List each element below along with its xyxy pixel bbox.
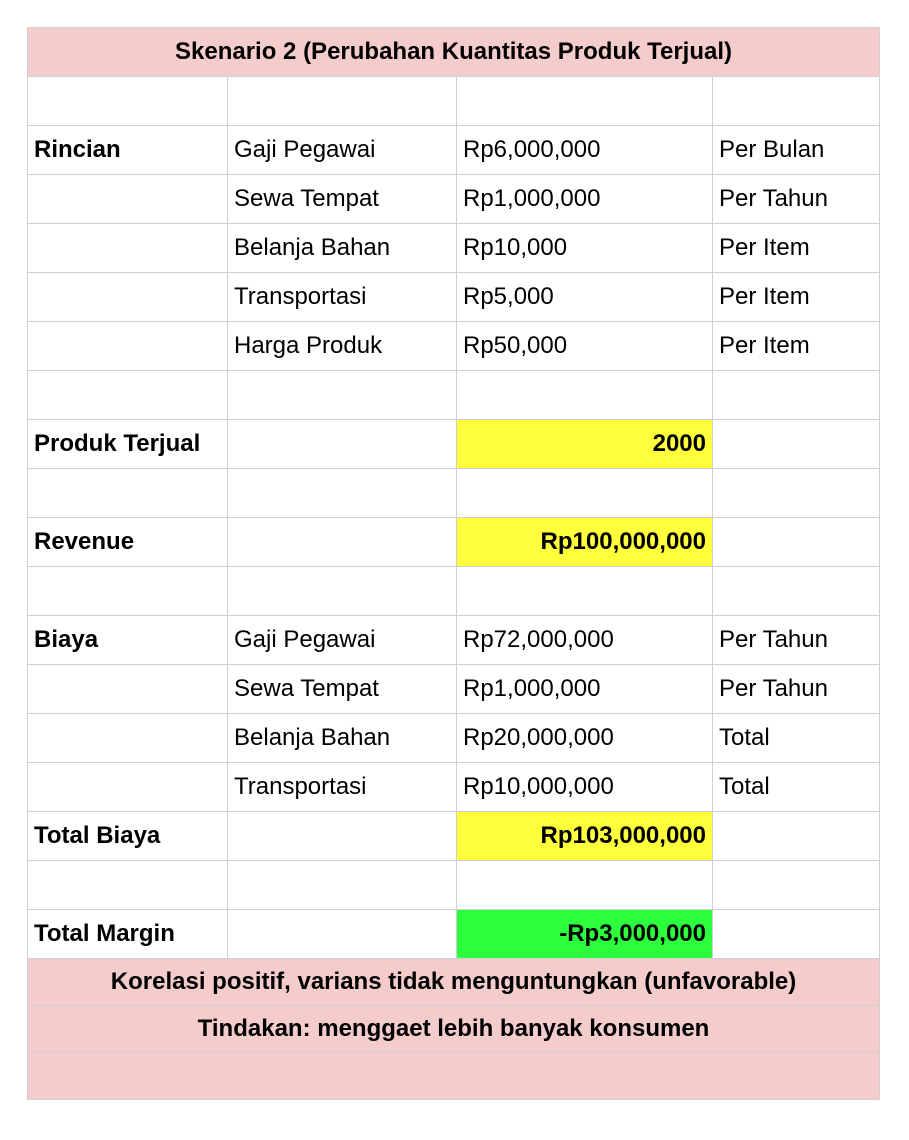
rincian-unit-cell[interactable]: Per Item: [713, 273, 880, 322]
empty-note-cell[interactable]: [28, 1053, 880, 1100]
empty-cell[interactable]: [457, 371, 713, 420]
empty-row: [28, 469, 880, 518]
biaya-item-cell[interactable]: Sewa Tempat: [228, 665, 457, 714]
rincian-value-cell[interactable]: Rp10,000: [457, 224, 713, 273]
empty-cell[interactable]: [713, 469, 880, 518]
biaya-item-cell[interactable]: Belanja Bahan: [228, 714, 457, 763]
biaya-item-cell[interactable]: Gaji Pegawai: [228, 616, 457, 665]
rincian-row: [28, 273, 880, 322]
empty-cell[interactable]: [228, 469, 457, 518]
rincian-unit-cell[interactable]: Per Item: [713, 322, 880, 371]
produk-terjual-value-cell[interactable]: 2000: [457, 420, 713, 469]
empty-cell[interactable]: [713, 420, 880, 469]
empty-cell[interactable]: [713, 861, 880, 910]
rincian-row: [28, 322, 880, 371]
rincian-label-cell[interactable]: Rincian: [28, 126, 228, 175]
spreadsheet-table: [27, 27, 880, 1100]
empty-cell[interactable]: [228, 77, 457, 126]
empty-cell[interactable]: [457, 861, 713, 910]
empty-cell[interactable]: [28, 714, 228, 763]
biaya-row: [28, 616, 880, 665]
total-margin-value-cell[interactable]: -Rp3,000,000: [457, 910, 713, 959]
rincian-item-cell[interactable]: Harga Produk: [228, 322, 457, 371]
empty-cell[interactable]: [228, 371, 457, 420]
biaya-row: [28, 665, 880, 714]
rincian-item-cell[interactable]: Gaji Pegawai: [228, 126, 457, 175]
rincian-row: [28, 126, 880, 175]
empty-cell[interactable]: [28, 175, 228, 224]
rincian-row: [28, 175, 880, 224]
empty-row: [28, 567, 880, 616]
rincian-item-cell[interactable]: Transportasi: [228, 273, 457, 322]
rincian-unit-cell[interactable]: Per Item: [713, 224, 880, 273]
total-biaya-value-cell[interactable]: Rp103,000,000: [457, 812, 713, 861]
produk-terjual-label-cell[interactable]: Produk Terjual: [28, 420, 228, 469]
produk-terjual-row: [28, 420, 880, 469]
biaya-unit-cell[interactable]: Per Tahun: [713, 616, 880, 665]
empty-cell[interactable]: [28, 224, 228, 273]
empty-row: [28, 861, 880, 910]
empty-cell[interactable]: [713, 518, 880, 567]
empty-cell[interactable]: [28, 763, 228, 812]
empty-cell[interactable]: [457, 567, 713, 616]
empty-cell[interactable]: [28, 371, 228, 420]
rincian-value-cell[interactable]: Rp5,000: [457, 273, 713, 322]
revenue-row: [28, 518, 880, 567]
empty-cell[interactable]: [713, 371, 880, 420]
biaya-unit-cell[interactable]: Total: [713, 763, 880, 812]
biaya-unit-cell[interactable]: Per Tahun: [713, 665, 880, 714]
empty-cell[interactable]: [28, 322, 228, 371]
rincian-value-cell[interactable]: Rp6,000,000: [457, 126, 713, 175]
sheet-title-cell[interactable]: Skenario 2 (Perubahan Kuantitas Produk Terjual): [28, 28, 880, 77]
empty-row: [28, 371, 880, 420]
total-biaya-row: [28, 812, 880, 861]
revenue-label-cell[interactable]: Revenue: [28, 518, 228, 567]
empty-cell[interactable]: [713, 812, 880, 861]
empty-cell[interactable]: [713, 910, 880, 959]
empty-cell[interactable]: [28, 861, 228, 910]
biaya-unit-cell[interactable]: Total: [713, 714, 880, 763]
empty-cell[interactable]: [457, 469, 713, 518]
rincian-value-cell[interactable]: Rp1,000,000: [457, 175, 713, 224]
total-margin-label-cell[interactable]: Total Margin: [28, 910, 228, 959]
empty-cell[interactable]: [228, 812, 457, 861]
empty-cell[interactable]: [713, 567, 880, 616]
biaya-value-cell[interactable]: Rp20,000,000: [457, 714, 713, 763]
empty-cell[interactable]: [228, 420, 457, 469]
empty-cell[interactable]: [228, 861, 457, 910]
empty-cell[interactable]: [28, 567, 228, 616]
empty-cell[interactable]: [713, 77, 880, 126]
empty-row: [28, 77, 880, 126]
total-margin-row: [28, 910, 880, 959]
revenue-value-cell[interactable]: Rp100,000,000: [457, 518, 713, 567]
biaya-row: [28, 714, 880, 763]
tindakan-row: [28, 1006, 880, 1053]
rincian-row: [28, 224, 880, 273]
rincian-unit-cell[interactable]: Per Bulan: [713, 126, 880, 175]
korelasi-note-cell[interactable]: Korelasi positif, varians tidak menguntungkan (unfavorable): [28, 959, 880, 1006]
empty-cell[interactable]: [28, 273, 228, 322]
total-biaya-label-cell[interactable]: Total Biaya: [28, 812, 228, 861]
empty-cell[interactable]: [28, 665, 228, 714]
empty-note-row: [28, 1053, 880, 1100]
biaya-item-cell[interactable]: Transportasi: [228, 763, 457, 812]
biaya-value-cell[interactable]: Rp1,000,000: [457, 665, 713, 714]
biaya-label-cell[interactable]: Biaya: [28, 616, 228, 665]
biaya-value-cell[interactable]: Rp10,000,000: [457, 763, 713, 812]
biaya-value-cell[interactable]: Rp72,000,000: [457, 616, 713, 665]
empty-cell[interactable]: [228, 567, 457, 616]
empty-cell[interactable]: [228, 910, 457, 959]
biaya-row: [28, 763, 880, 812]
rincian-item-cell[interactable]: Sewa Tempat: [228, 175, 457, 224]
tindakan-note-cell[interactable]: Tindakan: menggaet lebih banyak konsumen: [28, 1006, 880, 1053]
empty-cell[interactable]: [28, 469, 228, 518]
empty-cell[interactable]: [28, 77, 228, 126]
rincian-item-cell[interactable]: Belanja Bahan: [228, 224, 457, 273]
empty-cell[interactable]: [228, 518, 457, 567]
rincian-value-cell[interactable]: Rp50,000: [457, 322, 713, 371]
empty-cell[interactable]: [457, 77, 713, 126]
korelasi-row: [28, 959, 880, 1006]
title-row: [28, 28, 880, 77]
rincian-unit-cell[interactable]: Per Tahun: [713, 175, 880, 224]
